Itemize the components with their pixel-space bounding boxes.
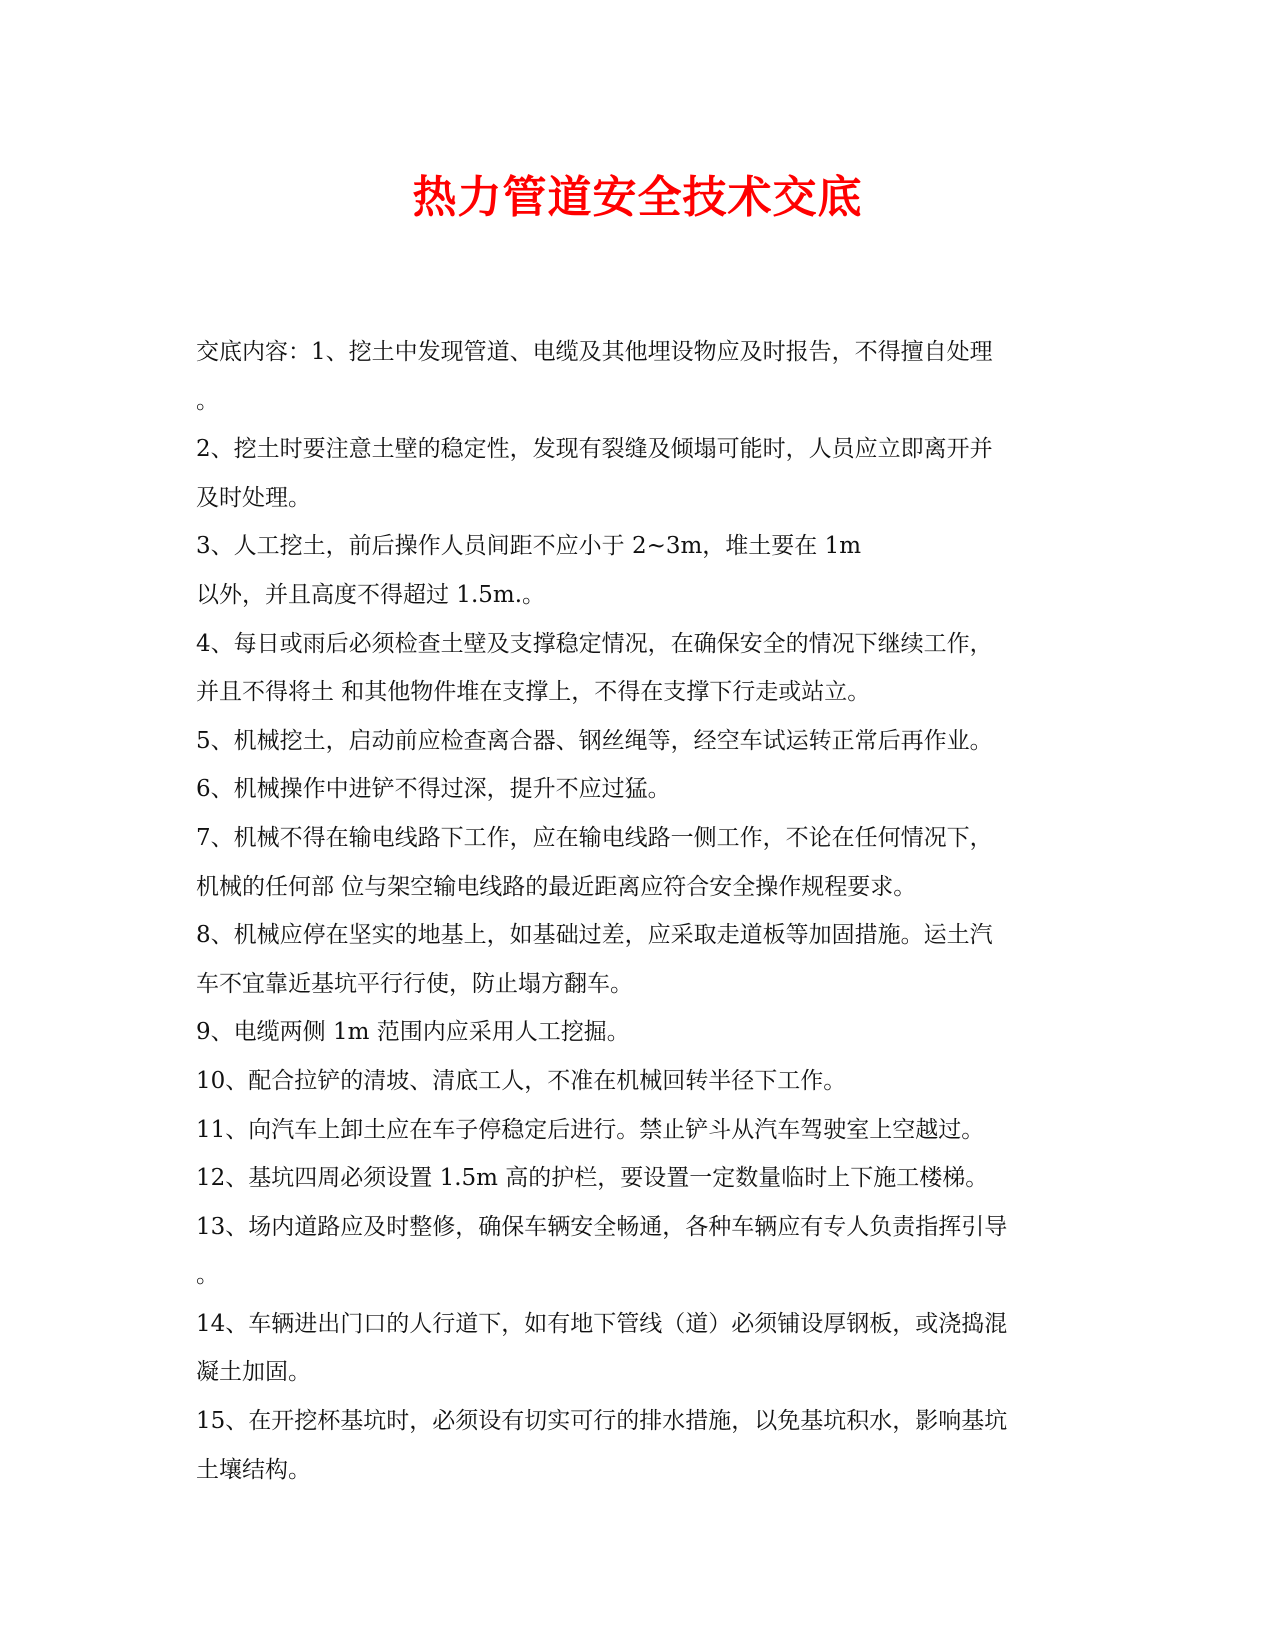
- text-line: 凝土加固。: [196, 1359, 311, 1386]
- document-body: [196, 328, 1076, 1494]
- text-line: 车不宜靠近基坑平行行使，防止塌方翻车。: [196, 970, 633, 997]
- text-line: 13、场内道路应及时整修，确保车辆安全畅通，各种车辆应有专人负责指挥引导: [196, 1213, 1008, 1240]
- text-line: 交底内容：1、挖土中发现管道、电缆及其他埋设物应及时报告，不得擅自处理: [196, 339, 993, 365]
- text-line: 15、在开挖杯基坑时，必须设有切实可行的排水措施，以免基坑积水，影响基坑: [196, 1408, 1008, 1435]
- document-title: 热力管道安全技术交底: [412, 172, 863, 223]
- text-line: 8、机械应停在坚实的地基上，如基础过差，应采取走道板等加固措施。运土汽: [196, 922, 993, 949]
- text-line: 10、配合拉铲的清坡、清底工人，不准在机械回转半径下工作。: [196, 1067, 847, 1094]
- text-line: 并且不得将土 和其他物件堆在支撑上，不得在支撑下行走或站立。: [196, 679, 871, 706]
- text-line: 14、车辆进出门口的人行道下，如有地下管线（道）必须铺设厚钢板，或浇捣混: [196, 1310, 1008, 1337]
- text-line: 以外，并且高度不得超过 1.5m.。: [196, 581, 546, 608]
- text-line: 6、机械操作中进铲不得过深，提升不应过猛。: [196, 776, 671, 803]
- text-line: 7、机械不得在输电线路下工作，应在输电线路一侧工作，不论在任何情况下，: [196, 824, 993, 851]
- text-line: 。: [196, 1262, 219, 1289]
- text-line: 11、向汽车上卸土应在车子停稳定后进行。禁止铲斗从汽车驾驶室上空越过。: [196, 1116, 985, 1143]
- text-line: 土壤结构。: [196, 1456, 311, 1483]
- text-line: 12、基坑四周必须设置 1.5m 高的护栏，要设置一定数量临时上下施工楼梯。: [196, 1165, 989, 1192]
- text-line: 2、挖土时要注意土壁的稳定性，发现有裂缝及倾塌可能时，人员应立即离开并: [196, 436, 993, 463]
- text-line: 。: [196, 387, 219, 414]
- text-line: 3、人工挖土，前后操作人员间距不应小于 2~3m，堆土要在 1m: [196, 533, 862, 560]
- text-line: 9、电缆两侧 1m 范围内应采用人工挖掘。: [196, 1019, 630, 1046]
- text-line: 及时处理。: [196, 484, 311, 511]
- text-line: 机械的任何部 位与架空输电线路的最近距离应符合安全操作规程要求。: [196, 873, 917, 900]
- text-line: 5、机械挖土，启动前应检查离合器、钢丝绳等，经空车试运转正常后再作业。: [196, 727, 993, 754]
- text-line: 4、每日或雨后必须检查土壁及支撑稳定情况，在确保安全的情况下继续工作，: [196, 630, 993, 657]
